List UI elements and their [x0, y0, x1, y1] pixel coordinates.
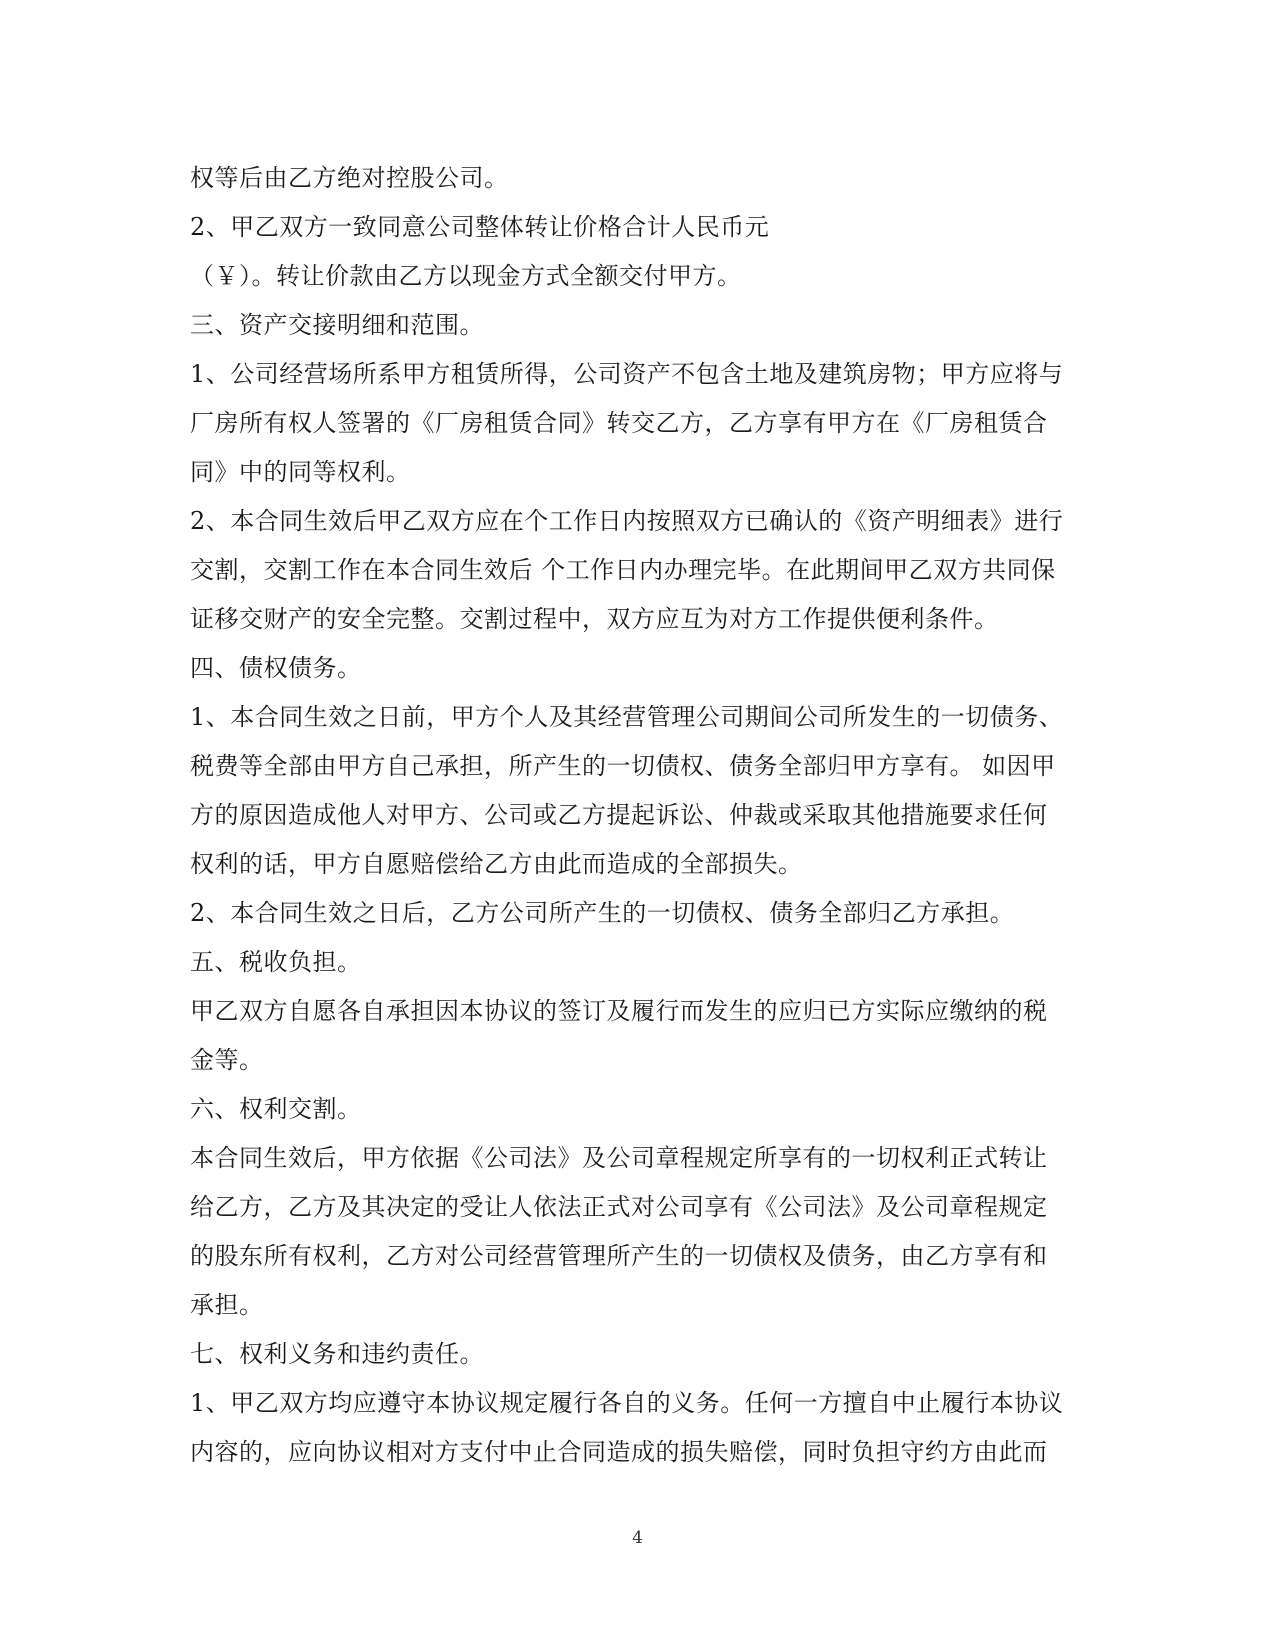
text-line: 给乙方，乙方及其决定的受让人依法正式对公司享有《公司法》及公司章程规定	[190, 1193, 1048, 1221]
text-line: 厂房所有权人签署的《厂房租赁合同》转交乙方，乙方享有甲方在《厂房租赁合	[190, 409, 1048, 437]
text-line: 金等。	[190, 1046, 264, 1074]
section-heading: 六、权利交割。	[190, 1095, 362, 1123]
text-line: 内容的，应向协议相对方支付中止合同造成的损失赔偿，同时负担守约方由此而	[190, 1438, 1048, 1466]
text-line: 权利的话，甲方自愿赔偿给乙方由此而造成的全部损失。	[190, 850, 803, 878]
text-line: 1、甲乙双方均应遵守本协议规定履行各自的义务。任何一方擅自中止履行本协议	[190, 1389, 1064, 1417]
text-line: 的股东所有权利，乙方对公司经营管理所产生的一切债权及债务，由乙方享有和	[190, 1242, 1048, 1270]
text-line: 方的原因造成他人对甲方、公司或乙方提起诉讼、仲裁或采取其他措施要求任何	[190, 801, 1048, 829]
section-heading: 七、权利义务和违约责任。	[190, 1340, 484, 1368]
text-line: 2、本合同生效后甲乙双方应在个工作日内按照双方已确认的《资产明细表》进行	[190, 507, 1064, 535]
text-line: （￥）。转让价款由乙方以现金方式全额交付甲方。	[190, 262, 742, 290]
section-heading: 三、资产交接明细和范围。	[190, 311, 484, 339]
section-heading: 四、债权债务。	[190, 654, 362, 682]
text-line: 2、甲乙双方一致同意公司整体转让价格合计人民币元	[190, 213, 770, 241]
text-line: 2、本合同生效之日后，乙方公司所产生的一切债权、债务全部归乙方承担。	[190, 899, 1015, 927]
text-line: 税费等全部由甲方自己承担，所产生的一切债权、债务全部归甲方享有。 如因甲	[190, 752, 1056, 780]
text-line: 权等后由乙方绝对控股公司。	[190, 164, 509, 192]
text-line: 甲乙双方自愿各自承担因本协议的签订及履行而发生的应归已方实际应缴纳的税	[190, 997, 1048, 1025]
text-line: 同》中的同等权利。	[190, 458, 411, 486]
section-heading: 五、税收负担。	[190, 948, 362, 976]
text-line: 交割，交割工作在本合同生效后 个工作日内办理完毕。在此期间甲乙双方共同保	[190, 556, 1056, 584]
text-line: 1、本合同生效之日前，甲方个人及其经营管理公司期间公司所发生的一切债务、	[190, 703, 1064, 731]
text-line: 承担。	[190, 1291, 264, 1319]
page-number: 4	[632, 1528, 643, 1548]
text-line: 1、公司经营场所系甲方租赁所得，公司资产不包含土地及建筑房物；甲方应将与	[190, 360, 1064, 388]
document-body	[190, 154, 1070, 1477]
text-line: 本合同生效后，甲方依据《公司法》及公司章程规定所享有的一切权利正式转让	[190, 1144, 1048, 1172]
text-line: 证移交财产的安全完整。交割过程中，双方应互为对方工作提供便利条件。	[190, 605, 999, 633]
